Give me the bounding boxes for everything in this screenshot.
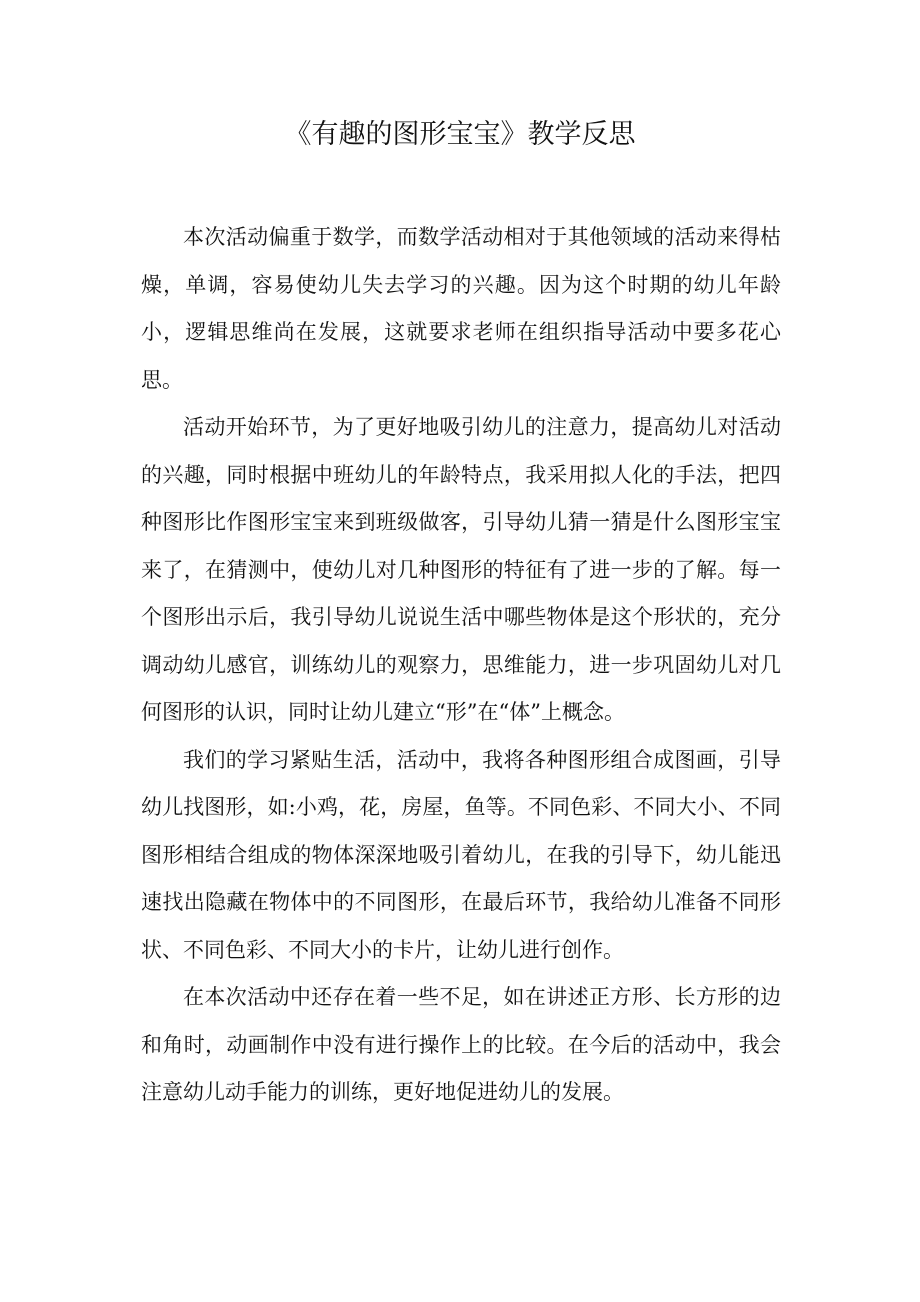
document-body: [141, 214, 781, 1117]
paragraph-4: 在本次活动中还存在着一些不足，如在讲述正方形、长方形的边和角时，动画制作中没有进行操作上的比较。在今后的活动中，我会注意幼儿动手能力的训练，更好地促进幼儿的发展。: [141, 985, 781, 1104]
paragraph-2: 活动开始环节，为了更好地吸引幼儿的注意力，提高幼儿对活动的兴趣，同时根据中班幼儿的年龄特点，我采用拟人化的手法，把四种图形比作图形宝宝来到班级做客，引导幼儿猜一猜是什么图形宝宝来了，在猜测中，使幼儿对几种图形的特征有了进一步的了解。每一个图形出示后，我引导幼儿说说生活中哪些物体是这个形状的，充分调动幼儿感官，训练幼儿的观察力，思维能力，进一步巩固幼儿对几何图形的认识，同时让幼儿建立“形”在“体”上概念。: [141, 415, 781, 724]
paragraph-1: 本次活动偏重于数学，而数学活动相对于其他领域的活动来得枯燥，单调，容易使幼儿失去学习的兴趣。因为这个时期的幼儿年龄小，逻辑思维尚在发展，这就要求老师在组织指导活动中要多花心思。: [141, 225, 781, 392]
document-title: 《有趣的图形宝宝》教学反思: [284, 119, 636, 150]
paragraph-3: 我们的学习紧贴生活，活动中，我将各种图形组合成图画，引导幼儿找图形，如:小鸡，花，房屋，鱼等。不同色彩、不同大小、不同图形相结合组成的物体深深地吸引着幼儿，在我的引导下，幼儿能迅速找出隐藏在物体中的不同图形，在最后环节，我给幼儿准备不同形状、不同色彩、不同大小的卡片，让幼儿进行创作。: [141, 747, 781, 962]
